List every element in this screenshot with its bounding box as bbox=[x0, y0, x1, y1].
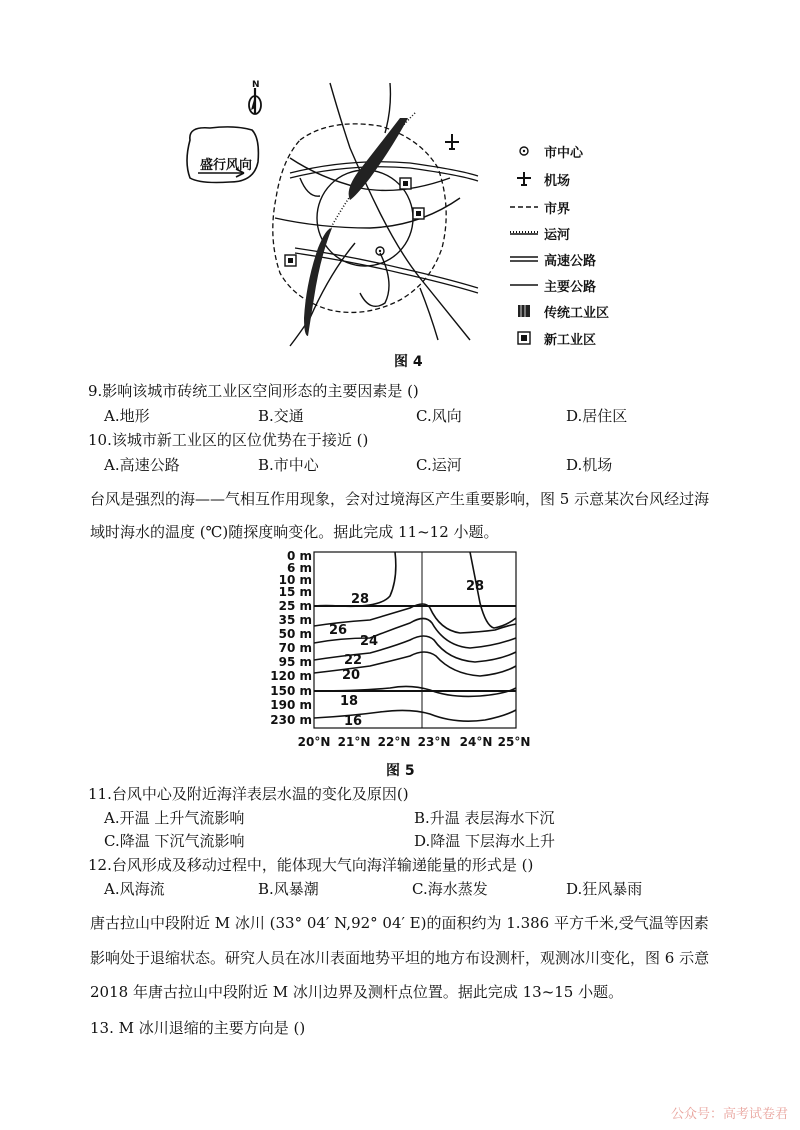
latitude-label: 22°N bbox=[377, 735, 411, 749]
depth-label: 10 m bbox=[278, 573, 312, 587]
watermark: 公众号：高考试卷君 bbox=[670, 1107, 788, 1122]
legend-traditional-industry bbox=[510, 301, 609, 321]
city-map-svg bbox=[180, 78, 480, 348]
legend-label: 市界 bbox=[544, 201, 571, 217]
legend-label: 市中心 bbox=[544, 145, 584, 161]
legend-canal bbox=[510, 223, 570, 243]
glacier-intro-line-1: 唐古拉山中段附近 M 冰川 (33° 04′ N,92° 04′ E)的面积约为 1.386 平方千米,受气温等因素 bbox=[90, 914, 709, 932]
q10-option-c: C.运河 bbox=[416, 456, 462, 474]
q11-option-a: A.开温 上升气流影响 bbox=[104, 809, 245, 827]
glacier-intro-line-2: 影响处于退缩状态。研究人员在冰川表面地势平坦的地方布设测杆，观测冰川变化，图 6 示意 bbox=[90, 949, 710, 967]
depth-label: 230 m bbox=[270, 713, 312, 727]
depth-label: 50 m bbox=[278, 627, 312, 641]
q12-option-d: D.狂风暴雨 bbox=[566, 880, 643, 898]
legend-city-boundary bbox=[510, 197, 570, 217]
legend-expressway bbox=[510, 249, 596, 269]
legend-label: 主要公路 bbox=[544, 279, 597, 295]
depth-label: 6 m bbox=[286, 561, 312, 575]
q10-option-d: D.机场 bbox=[566, 456, 613, 474]
depth-label: 190 m bbox=[270, 698, 312, 712]
typhoon-intro-line-1: 台风是强烈的海——气相互作用现象，会对过境海区产生重要影响，图 5 示意某次台风经过海 bbox=[90, 490, 710, 508]
q12-option-c: C.海水蒸发 bbox=[412, 880, 488, 898]
traditional-industry-icon bbox=[510, 304, 538, 318]
canal-icon bbox=[510, 229, 538, 237]
airport-icon bbox=[510, 171, 538, 187]
depth-label: 120 m bbox=[270, 669, 312, 683]
question-13-stem: 13. M 冰川退缩的主要方向是 () bbox=[90, 1019, 306, 1037]
figure-4-map bbox=[180, 78, 480, 348]
depth-label: 0 m bbox=[286, 549, 312, 563]
main-road-icon bbox=[510, 282, 538, 288]
legend-label: 传统工业区 bbox=[544, 305, 610, 321]
isotherm-label: 24 bbox=[360, 634, 379, 649]
legend-label: 新工业区 bbox=[544, 332, 597, 348]
north-label: N bbox=[252, 80, 260, 90]
q9-option-c: C.风向 bbox=[416, 407, 462, 425]
depth-label: 35 m bbox=[278, 613, 312, 627]
q9-option-b: B.交通 bbox=[258, 407, 304, 425]
isotherm-label: 22 bbox=[344, 653, 363, 668]
figure-5-caption: 图 5 bbox=[386, 763, 415, 779]
depth-label: 25 m bbox=[278, 599, 312, 613]
question-12-stem: 12.台风形成及移动过程中，能体现大气向海洋输递能量的形式是 () bbox=[88, 856, 534, 874]
q12-option-b: B.风暴潮 bbox=[258, 880, 319, 898]
q11-option-b: B.升温 表层海水下沉 bbox=[414, 809, 555, 827]
question-10-stem: 10.该城市新工业区的区位优势在于接近 () bbox=[88, 431, 369, 449]
q12-option-a: A.风海流 bbox=[104, 880, 165, 898]
latitude-label: 23°N bbox=[417, 735, 451, 749]
q10-option-a: A.高速公路 bbox=[104, 456, 180, 474]
isotherm-label: 26 bbox=[329, 623, 348, 638]
figure-4-caption: 图 4 bbox=[394, 354, 423, 370]
legend-label: 机场 bbox=[544, 173, 571, 189]
legend-city-center bbox=[510, 141, 583, 161]
legend-new-industry bbox=[510, 328, 596, 348]
depth-label: 95 m bbox=[278, 655, 312, 669]
typhoon-intro-line-2: 域时海水的温度 (℃)随探度晌变化。据此完成 11~12 小题。 bbox=[90, 523, 499, 541]
latitude-label: 21°N bbox=[337, 735, 371, 749]
north-arrow-icon bbox=[249, 88, 261, 114]
legend-label: 运河 bbox=[544, 227, 571, 243]
airport-marker-icon bbox=[445, 134, 459, 150]
glacier-intro-line-3: 2018 年唐古拉山中段附近 M 冰川边界及测杆点位置。据此完成 13~15 小题。 bbox=[90, 983, 624, 1001]
city-boundary-icon bbox=[510, 204, 538, 210]
figure-5-chart bbox=[270, 548, 531, 753]
depth-label: 70 m bbox=[278, 641, 312, 655]
depth-label: 150 m bbox=[270, 684, 312, 698]
main-roads bbox=[275, 83, 470, 346]
isotherm-label: 16 bbox=[344, 714, 363, 729]
depth-label: 15 m bbox=[278, 585, 312, 599]
q10-option-b: B.市中心 bbox=[258, 456, 319, 474]
question-9-stem: 9.影响该城市砖统工业区空间形态的主要因素是 () bbox=[88, 382, 419, 400]
legend-main-road bbox=[510, 275, 596, 295]
q11-option-d: D.降温 下层海水上升 bbox=[414, 832, 556, 850]
isotherm-label: 28 bbox=[351, 592, 370, 607]
latitude-label: 20°N bbox=[297, 735, 331, 749]
canal-line bbox=[305, 113, 415, 318]
isotherm-label: 28 bbox=[466, 579, 485, 594]
q11-option-c: C.降温 下沉气流影响 bbox=[104, 832, 245, 850]
new-industry-icon bbox=[510, 331, 538, 345]
city-center-icon bbox=[510, 144, 538, 158]
latitude-label: 24°N bbox=[459, 735, 493, 749]
latitude-label: 25°N bbox=[497, 735, 531, 749]
legend-airport bbox=[510, 169, 570, 189]
temperature-section-svg bbox=[270, 548, 531, 753]
question-11-stem: 11.台风中心及附近海洋表层水温的变化及原因() bbox=[88, 785, 409, 803]
isotherm-label: 20 bbox=[342, 668, 361, 683]
wind-label: 盛行风向 bbox=[200, 158, 253, 173]
q9-option-d: D.居住区 bbox=[566, 407, 628, 425]
expressway-icon bbox=[510, 255, 538, 263]
isotherm-label: 18 bbox=[340, 694, 359, 709]
q9-option-a: A.地形 bbox=[104, 407, 150, 425]
legend-label: 高速公路 bbox=[544, 253, 597, 269]
